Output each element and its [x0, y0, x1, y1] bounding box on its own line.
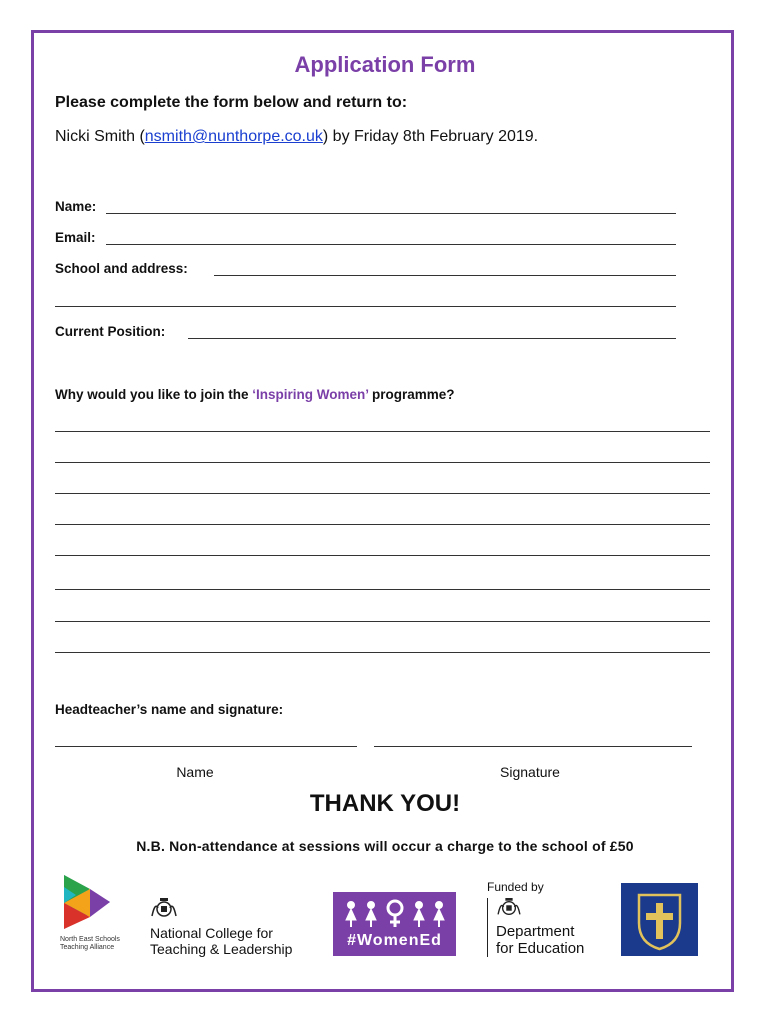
school-label: School and address:	[55, 261, 188, 276]
contact-prefix: Nicki Smith (	[55, 128, 145, 145]
school-crest-logo	[621, 883, 698, 956]
contact-line	[55, 128, 538, 146]
headteacher-name-field[interactable]	[55, 746, 357, 747]
email-field[interactable]	[106, 244, 676, 245]
ncel-name-line-2: Teaching & Leadership	[150, 941, 293, 957]
name-caption: Name	[176, 764, 214, 780]
women-figures-icon	[333, 896, 456, 930]
question-prefix: Why would you like to join the	[55, 387, 253, 402]
email-label: Email:	[55, 230, 96, 245]
name-field[interactable]	[106, 213, 676, 214]
answer-line[interactable]	[55, 555, 710, 556]
alliance-name-line-2: Teaching Alliance	[60, 944, 115, 951]
answer-line[interactable]	[55, 621, 710, 622]
position-field[interactable]	[188, 338, 676, 339]
funded-by-label: Funded by	[487, 880, 544, 894]
question-suffix: programme?	[368, 387, 455, 402]
contact-suffix: ) by Friday 8th February 2019.	[322, 128, 539, 145]
teaching-alliance-logo	[60, 873, 130, 953]
signature-caption: Signature	[500, 764, 560, 780]
intro-text: Please complete the form below and return to:	[55, 94, 408, 111]
national-college-logo	[150, 898, 320, 957]
answer-line[interactable]	[55, 652, 710, 653]
dfe-crest-icon	[496, 898, 522, 918]
answer-line[interactable]	[55, 589, 710, 590]
headteacher-signature-field[interactable]	[374, 746, 692, 747]
thank-you-heading: THANK YOU!	[309, 790, 461, 817]
answer-line[interactable]	[55, 524, 710, 525]
programme-name: ‘Inspiring Women’	[252, 387, 369, 402]
royal-crest-icon	[150, 898, 178, 920]
dfe-logo	[487, 880, 607, 957]
form-title: Application Form	[294, 52, 476, 77]
dfe-wordmark	[487, 898, 607, 957]
alliance-triangle-icon	[60, 873, 130, 931]
dfe-name-line-1: Department	[496, 923, 575, 940]
school-field-line-2[interactable]	[55, 306, 676, 307]
non-attendance-note: N.B. Non-attendance at sessions will occur a charge to the school of £50	[136, 838, 634, 854]
alliance-name-line-1: North East Schools	[60, 936, 120, 943]
dfe-name-line-2: for Education	[496, 940, 585, 957]
ncel-name-line-1: National College for	[150, 925, 273, 941]
question-text	[55, 387, 455, 402]
cross-shield-icon	[621, 883, 698, 956]
womened-logo	[333, 892, 456, 956]
name-label: Name:	[55, 199, 97, 214]
answer-line[interactable]	[55, 493, 710, 494]
position-label: Current Position:	[55, 324, 166, 339]
school-field[interactable]	[214, 275, 676, 276]
headteacher-heading: Headteacher’s name and signature:	[55, 702, 284, 717]
contact-email-link[interactable]: nsmith@nunthorpe.co.uk	[144, 128, 323, 145]
womened-hashtag: #WomenEd	[347, 932, 442, 949]
answer-line[interactable]	[55, 462, 710, 463]
answer-line[interactable]	[55, 431, 710, 432]
